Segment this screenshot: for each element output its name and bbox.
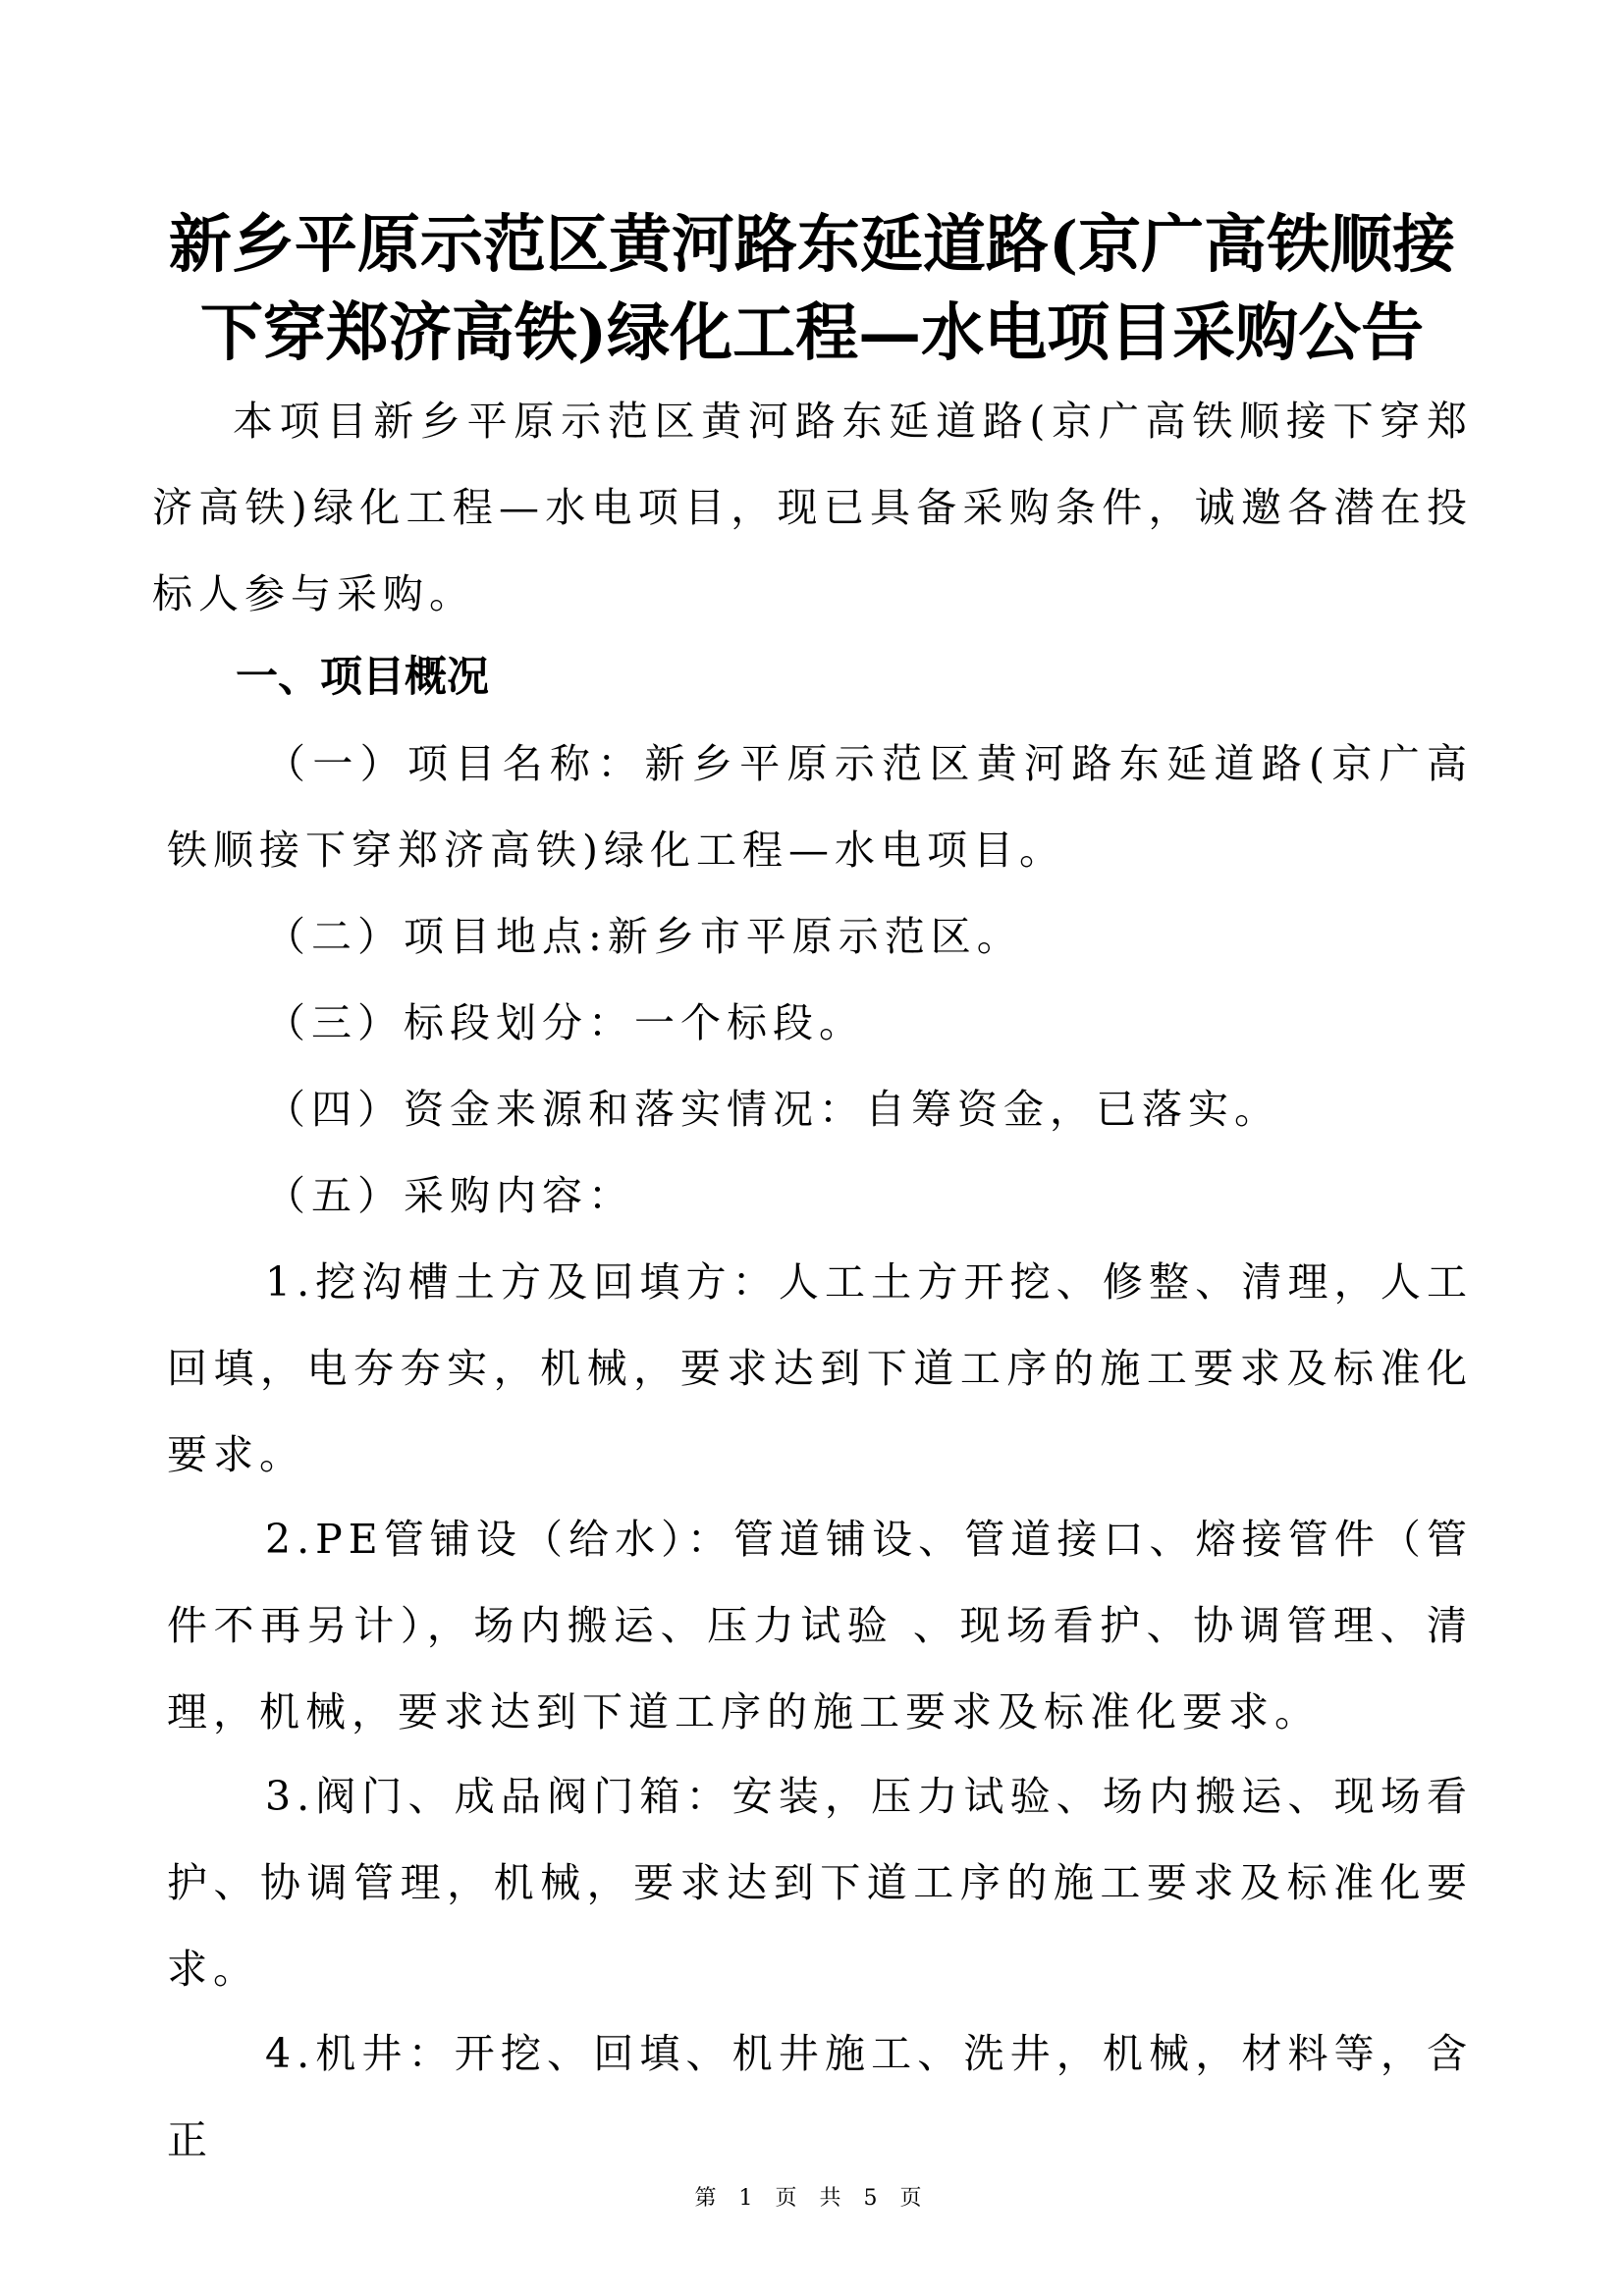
content-item-pe-pipe: 2.PE管铺设（给水）：管道铺设、管道接口、熔接管件（管件不再另计），场内搬运、压力试验 、现场看护、协调管理、清理，机械，要求达到下道工序的施工要求及标准化要求。 xyxy=(167,1516,1473,1735)
page-number-footer: 第 1 页 共 5 页 xyxy=(694,2186,930,2211)
item-project-location: （二）项目地点:新乡市平原示范区。 xyxy=(265,913,1023,960)
item-section-division: （三）标段划分：一个标段。 xyxy=(265,999,865,1046)
intro-paragraph: 本项目新乡平原示范区黄河路东延道路(京广高铁顺接下穿郑济高铁)绿化工程—水电项目，现已具备采购条件，诚邀各潜在投标人参与采购。 xyxy=(152,398,1473,617)
item-funding-source: （四）资金来源和落实情况：自筹资金，已落实。 xyxy=(265,1086,1280,1133)
content-item-earthwork: 1.挖沟槽土方及回填方：人工土方开挖、修整、清理，人工回填，电夯夯实，机械，要求达到下道工序的施工要求及标准化要求。 xyxy=(167,1258,1473,1478)
item-project-name: （一）项目名称：新乡平原示范区黄河路东延道路(京广高铁顺接下穿郑济高铁)绿化工程—水电项目。 xyxy=(167,740,1473,874)
document-title: 新乡平原示范区黄河路东延道路(京广高铁顺接下穿郑济高铁)绿化工程—水电项目采购公告 xyxy=(168,208,1456,370)
section-heading-project-overview: 一、项目概况 xyxy=(236,653,489,702)
content-item-valves: 3.阀门、成品阀门箱：安装，压力试验、场内搬运、现场看护、协调管理，机械，要求达到下道工序的施工要求及标准化要求。 xyxy=(167,1773,1473,1993)
item-procurement-content: （五）采购内容： xyxy=(265,1172,634,1219)
content-item-well: 4.机井：开挖、回填、机井施工、洗井，机械，材料等，含正 xyxy=(167,2030,1473,2163)
